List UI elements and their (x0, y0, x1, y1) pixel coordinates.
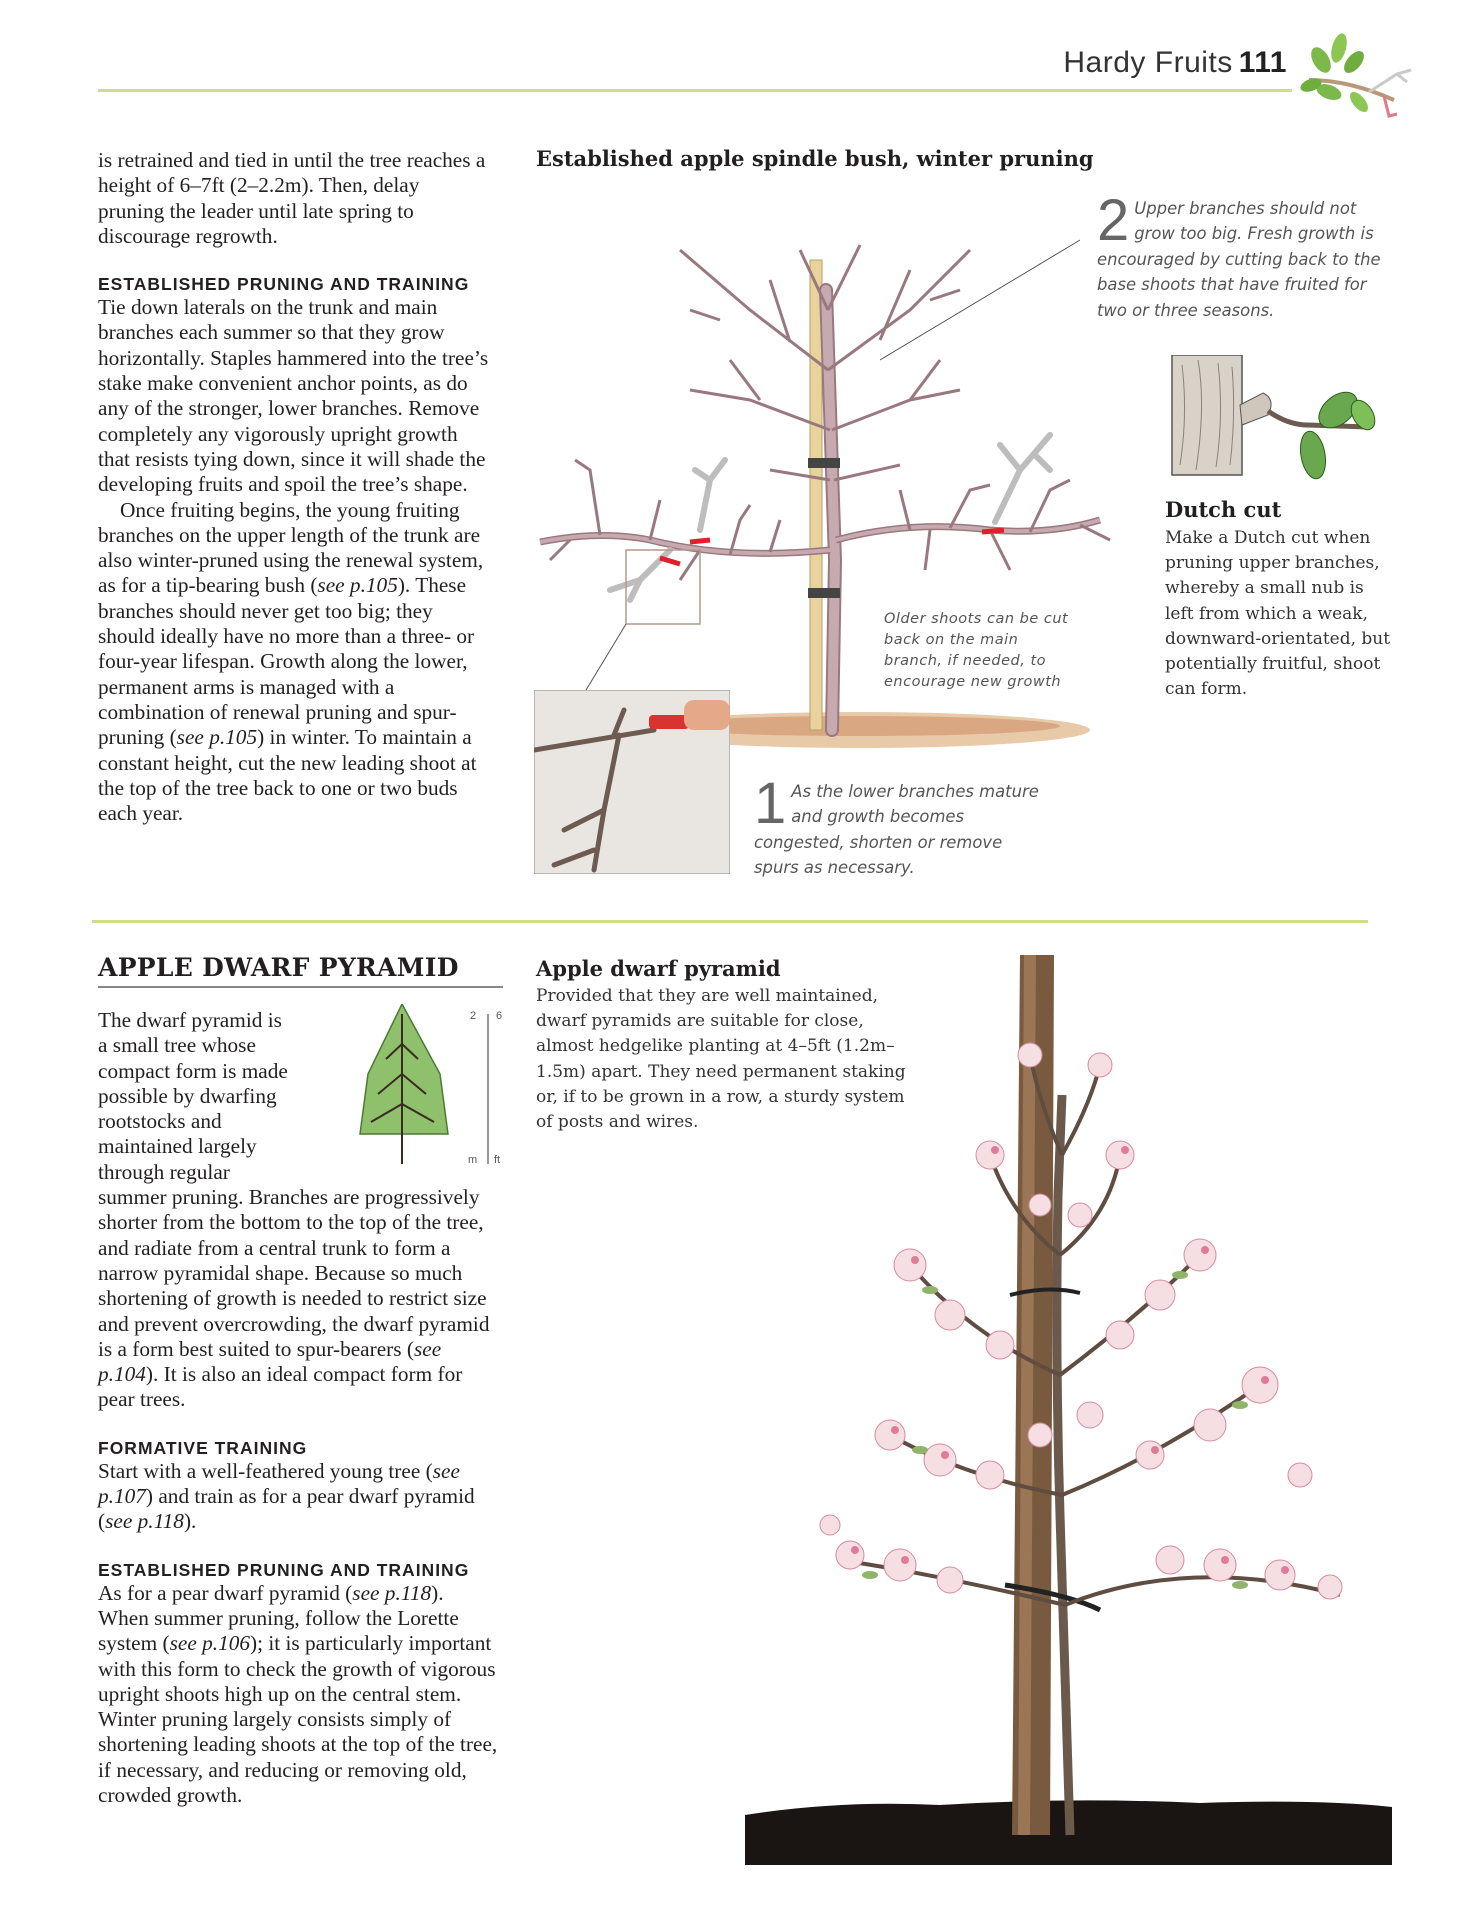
section-title-rule (98, 986, 503, 988)
figure-title-spindle: Established apple spindle bush, winter pruning (536, 146, 1094, 171)
cross-reference[interactable]: see p.118 (352, 1580, 432, 1605)
figure-caption-dwarf-pyramid: Provided that they are well maintained, dwarf pyramids are suitable for close, almost hedgelike planting at 4–5ft (1.2m–1.5m) apart. They need permanent staking or, if to be grown in a row, a sturdy system of posts and wires. (536, 986, 906, 1133)
scale-feet-label: ft (494, 1154, 501, 1166)
dutch-cut-illustration (1168, 355, 1383, 495)
cross-reference[interactable]: see p.118 (105, 1509, 184, 1534)
subheading-established: ESTABLISHED PRUNING AND TRAINING (98, 274, 470, 295)
intro-paragraph: The dwarf pyramid is a small tree whose compact form is made possible by dwarfing rootstocks and maintained largely through regular summer pruning. Branches are progressively shorter from the bottom to the top of the tree, and radiate from a central trunk to form a narrow pyramidal shape. Because so much shortening of growth is needed to restrict size and prevent overcrowding, the dwarf pyramid is a form best suited to spur-bearers (see p.104). It is also an ideal compact form for pear trees. (98, 1008, 490, 1412)
formative-paragraph: Start with a well-feathered young tree (see p.107) and train as for a pear dwarf pyramid (see p.118). (98, 1458, 475, 1534)
cross-reference[interactable]: see p.105 (317, 573, 398, 598)
blossoming-apple-tree-photo (740, 955, 1400, 1865)
callout-number-1: 1 (754, 771, 787, 836)
callout-2: 2 Upper branches should not grow too big. Fresh growth is encouraged by cutting back to the base shoots that have fruited for two or three seasons. (1097, 188, 1381, 320)
callout-older-shoots: Older shoots can be cut back on the main branch, if needed, to encourage new growth (884, 611, 1069, 690)
cross-reference[interactable]: see p.106 (169, 1631, 251, 1656)
dutch-cut-text: Make a Dutch cut when pruning upper branches, whereby a small nub is left from which a weak, downward-orientated, but potentially fruitful, shoot can form. (1165, 528, 1391, 700)
dutch-cut-title: Dutch cut (1165, 497, 1282, 522)
cross-reference[interactable]: see p.105 (176, 725, 258, 750)
section-divider (92, 920, 1368, 923)
scale-metres-top: 2 (470, 1010, 477, 1022)
scale-metres-label: m (468, 1154, 478, 1166)
continued-paragraph: is retrained and tied in until the tree reaches a height of 6–7ft (2–2.2m). Then, delay pruning the leader until late spring to discourage regrowth. (98, 148, 486, 248)
cross-reference[interactable]: see p.104 (98, 1336, 442, 1387)
established-paragraph: As for a pear dwarf pyramid (see p.118). When summer pruning, follow the Lorette system (see p.106); it is particularly important with this form to check the growth of vigorous upright shoots high up on the central stem. Winter pruning largely consists simply of shortening leading shoots at the top of the tree, if necessary, and reducing or removing old, crowded growth. (98, 1580, 498, 1808)
paragraph-tie-down: Tie down laterals on the trunk and main branches each summer so that they grow horizontally. Staples hammered into the tree’s stake make convenient anchor points, as do any of the stronger, lower branches. Remove completely any vigorously upright growth that resists tying down, since it will shade the developing fruits and spoil the tree’s shape. (98, 295, 489, 497)
left-column-bottom (98, 1008, 501, 1808)
figure-title-dwarf-pyramid: Apple dwarf pyramid (536, 956, 781, 981)
running-header (1063, 46, 1287, 80)
subheading-formative: FORMATIVE TRAINING (98, 1437, 308, 1458)
pruning-photo (534, 690, 730, 874)
callout-1: 1 As the lower branches mature and growth becomes congested, shorten or remove spurs as necessary. (754, 771, 1039, 878)
subheading-established-2: ESTABLISHED PRUNING AND TRAINING (98, 1559, 470, 1580)
callout-number-2: 2 (1097, 188, 1130, 253)
header-rule (98, 89, 1292, 92)
chapter-title: Hardy Fruits (1063, 46, 1233, 79)
section-title: APPLE DWARF PYRAMID (98, 953, 459, 982)
page-number: 111 (1238, 46, 1287, 79)
scale-feet-top: 6 (496, 1010, 503, 1022)
paragraph-fruiting: Once fruiting begins, the young fruiting branches on the upper length of the trunk are also winter-pruned using the renewal system, as for a tip-bearing bush (see p.105). These branches should never get too big; they should ideally have no more than a three- or four-year lifespan. Growth along the lower, permanent arms is managed with a combination of renewal pruning and spur-pruning (see p.105) in winter. To maintain a constant height, cut the new leading shoot at the top of the tree back to one or two buds each year. (98, 497, 484, 826)
spindle-bush-illustration (530, 230, 1180, 750)
cross-reference[interactable]: see p.107 (98, 1458, 460, 1509)
leafy-sprig-icon (1299, 30, 1419, 125)
left-column-top (98, 148, 490, 826)
